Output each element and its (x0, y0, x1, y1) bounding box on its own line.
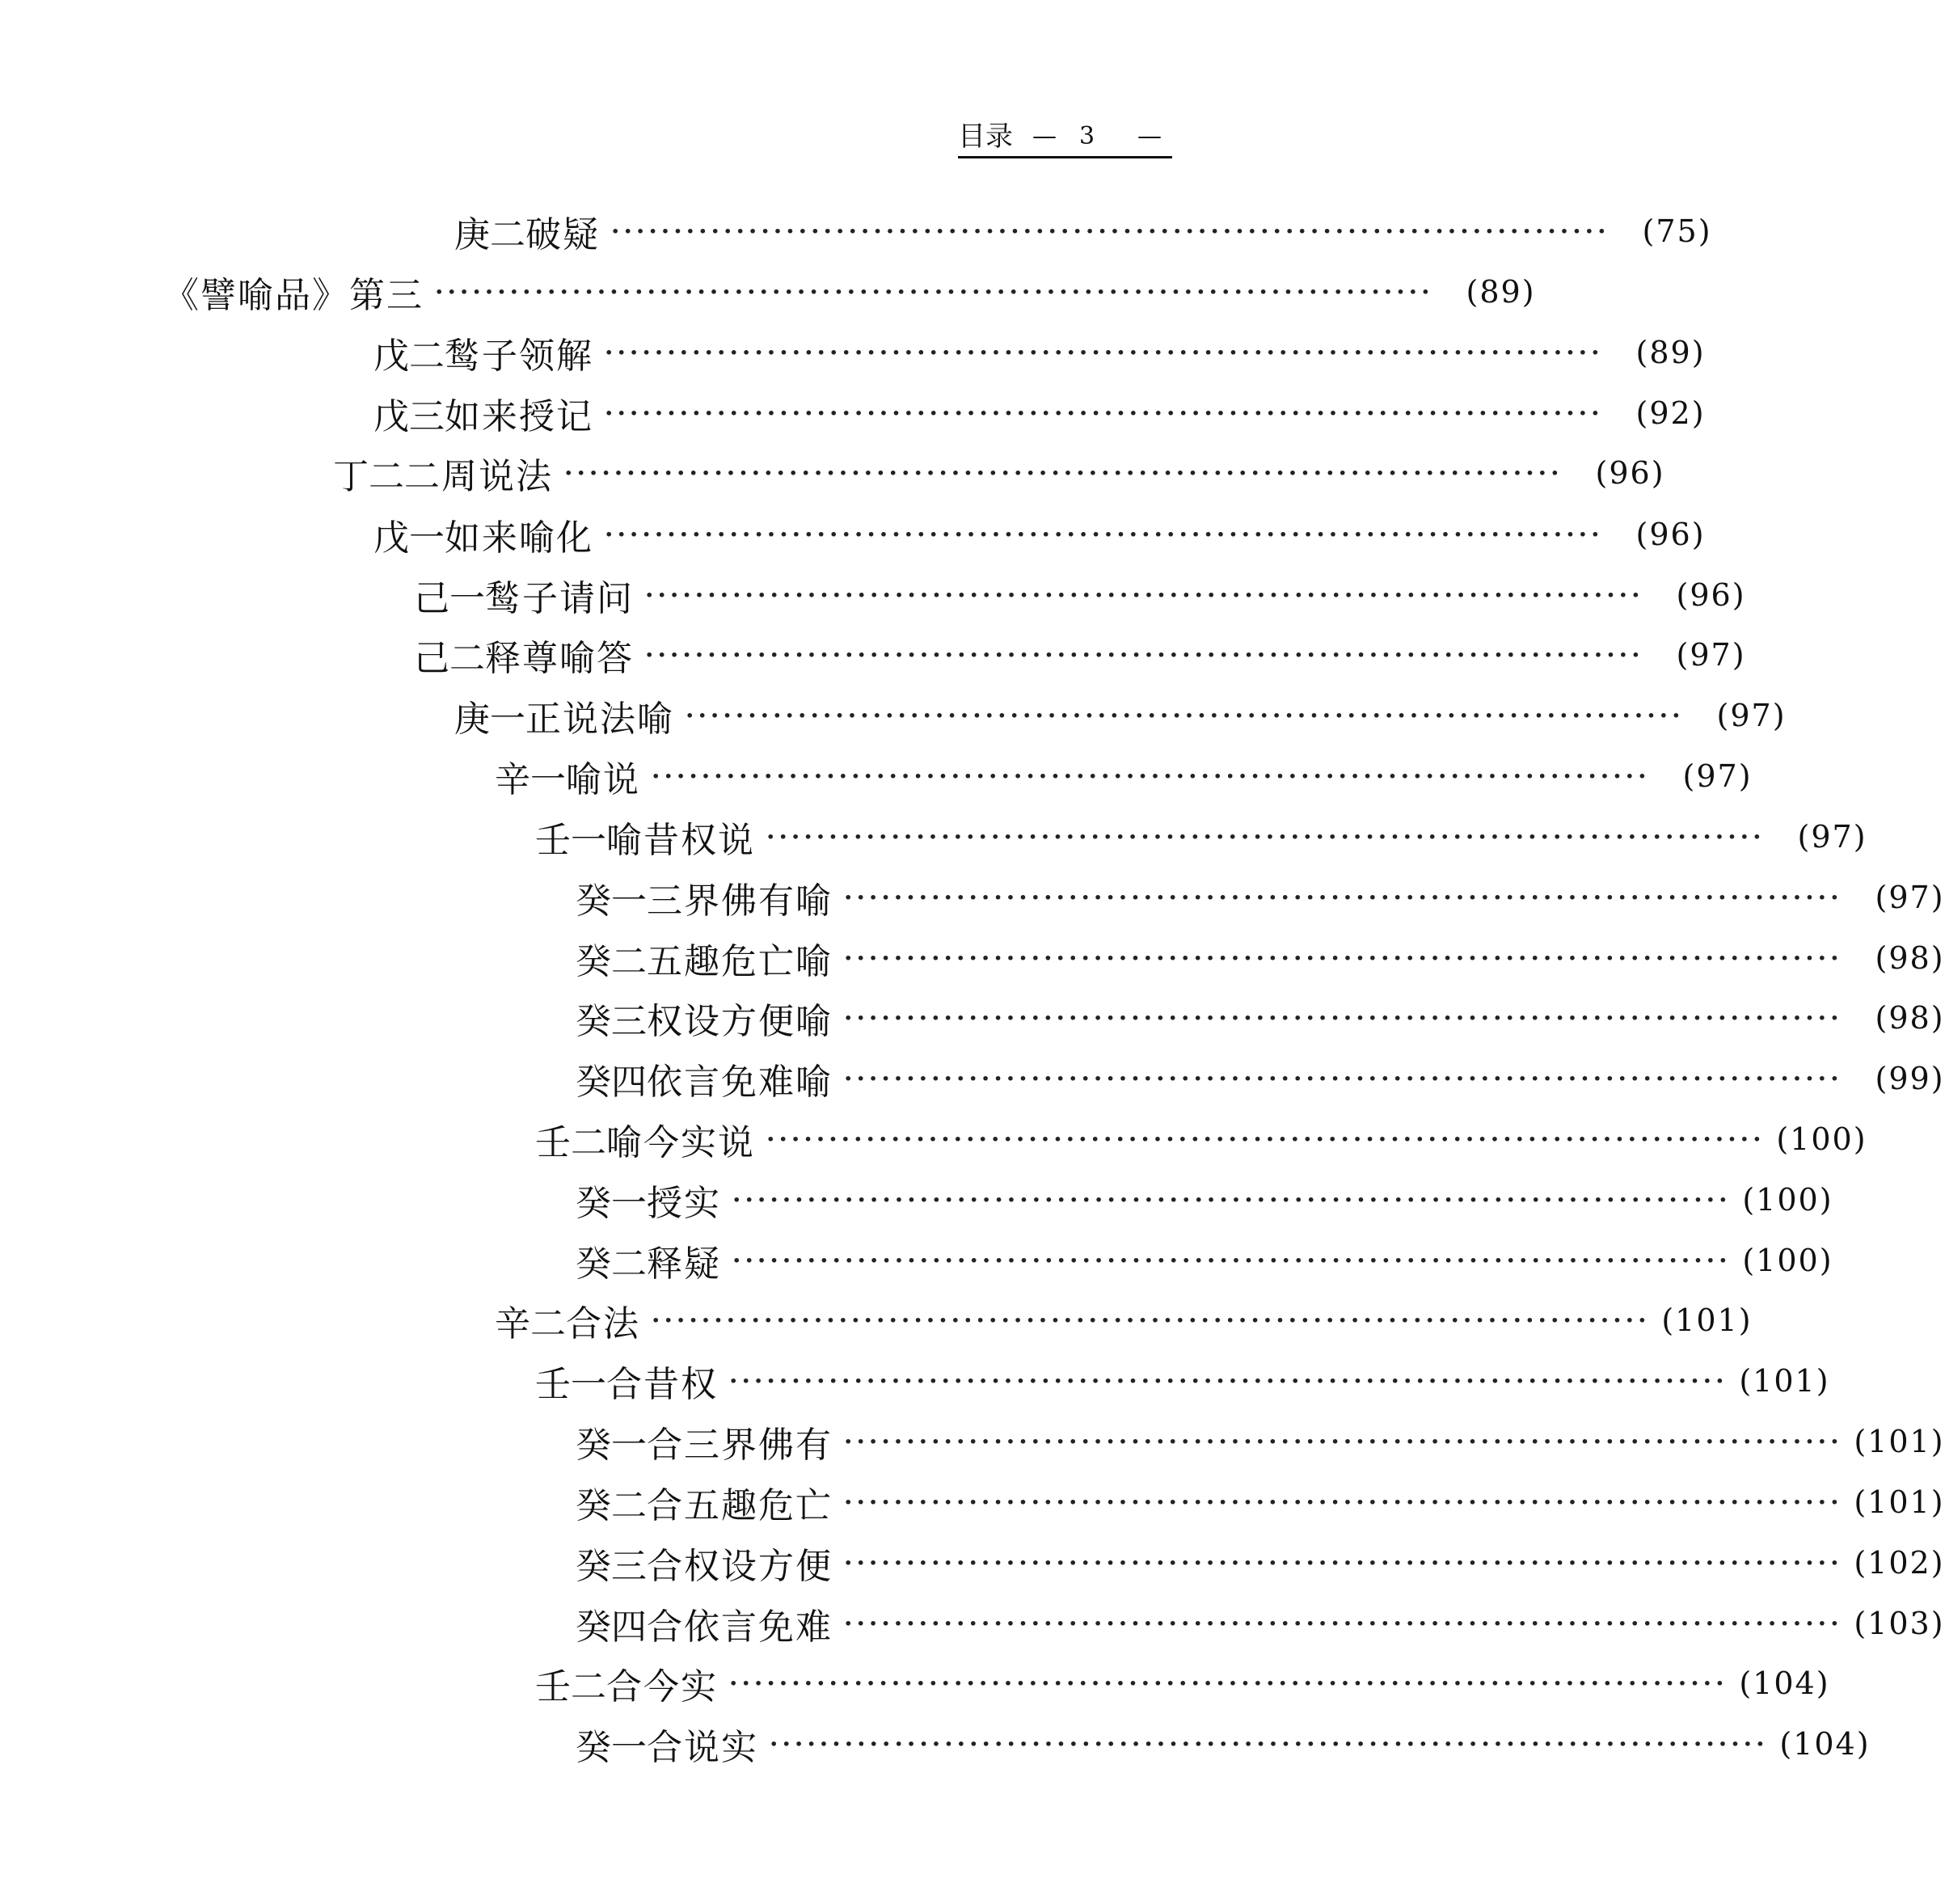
toc-entry[interactable] (576, 1417, 1945, 1466)
dot-leader: ················································································ (844, 1548, 1843, 1577)
toc-entry[interactable] (535, 1115, 1867, 1163)
toc-entry[interactable] (495, 1296, 1753, 1345)
toc-entry[interactable] (576, 1176, 1833, 1224)
entry-title: 如来喻化 (445, 517, 593, 559)
entry-page-number: (100) (1776, 1121, 1867, 1157)
entry-label: 癸三 (576, 1546, 647, 1587)
entry-page-number: (100) (1742, 1243, 1833, 1278)
entry-title: 释疑 (647, 1243, 721, 1285)
entry-title: 鹙子领解 (445, 336, 593, 377)
entry-label: 癸一 (576, 1727, 647, 1768)
entry-label: 癸一 (576, 1425, 647, 1466)
dot-leader: ················································································ (844, 1064, 1843, 1093)
dot-leader: ················································································ (844, 944, 1843, 973)
toc-entry[interactable] (414, 571, 1746, 619)
header-dash-left: — (1032, 122, 1057, 150)
entry-page-number: (102) (1854, 1545, 1945, 1581)
entry-page-number: (92) (1635, 395, 1706, 431)
dot-leader: ················································································ (564, 458, 1563, 488)
dot-leader: ················································································ (770, 1729, 1769, 1758)
dot-leader: ················································································ (652, 762, 1651, 791)
entry-page-number: (96) (1676, 577, 1746, 613)
toc-entry[interactable] (576, 994, 1945, 1042)
entry-title: 合法 (566, 1303, 640, 1345)
toc-entry[interactable] (576, 873, 1945, 922)
dot-leader: ················································································ (844, 1609, 1843, 1638)
entry-label: 庚一 (454, 699, 525, 740)
dot-leader: ················································································ (652, 1306, 1651, 1335)
entry-page-number: (97) (1676, 637, 1746, 673)
entry-page-number: (97) (1797, 819, 1867, 855)
entry-title: 合三界佛有 (647, 1425, 833, 1466)
entry-title: 《譬喻品》第三 (163, 275, 424, 316)
toc-entry[interactable] (373, 389, 1706, 437)
entry-label: 辛一 (495, 759, 566, 800)
entry-page-number: (97) (1682, 758, 1753, 794)
entry-title: 正说法喻 (525, 699, 674, 740)
entry-page-number: (96) (1595, 455, 1665, 491)
entry-title: 五趣危亡喻 (647, 941, 833, 982)
entry-title: 依言免难喻 (647, 1062, 833, 1103)
dot-leader: ················································································ (645, 580, 1644, 610)
dot-leader: ················································································ (766, 1125, 1766, 1154)
entry-page-number: (101) (1854, 1424, 1945, 1459)
entry-label: 癸一 (576, 880, 647, 922)
dot-leader: ················································································ (844, 1427, 1843, 1456)
entry-page-number: (98) (1875, 1000, 1945, 1036)
entry-page-number: (96) (1635, 517, 1706, 552)
toc-entry[interactable] (576, 934, 1945, 982)
toc-entry[interactable] (495, 752, 1753, 800)
entry-label: 癸一 (576, 1183, 647, 1224)
entry-page-number: (98) (1875, 940, 1945, 976)
dot-leader: ················································································ (844, 1488, 1843, 1517)
dot-leader: ················································································ (605, 520, 1604, 549)
dot-leader: ················································································ (732, 1185, 1732, 1214)
entry-label: 癸二 (576, 941, 647, 982)
entry-title: 三界佛有喻 (647, 880, 833, 922)
entry-page-number: (101) (1661, 1302, 1753, 1338)
toc-entry[interactable] (333, 449, 1665, 497)
entry-page-number: (99) (1875, 1061, 1945, 1096)
entry-label: 戊二 (373, 336, 445, 377)
entry-title: 鹙子请问 (485, 578, 634, 619)
entry-label: 庚二 (454, 214, 525, 255)
dot-leader: ················································································ (729, 1366, 1728, 1395)
entry-title: 合权设方便 (647, 1546, 833, 1587)
entry-label: 戊三 (373, 396, 445, 437)
entry-title: 合说实 (647, 1727, 758, 1768)
toc-entry[interactable] (414, 631, 1746, 679)
entry-page-number: (101) (1739, 1363, 1830, 1399)
toc-entry[interactable] (535, 813, 1867, 861)
toc-entry[interactable] (576, 1236, 1833, 1285)
toc-entry[interactable] (576, 1539, 1945, 1587)
entry-title: 合五趣危亡 (647, 1485, 833, 1526)
entry-page-number: (104) (1779, 1726, 1871, 1762)
header-page-number: 3 (1079, 122, 1095, 150)
dot-leader: ················································································ (605, 338, 1604, 367)
entry-label: 己二 (414, 638, 485, 679)
entry-page-number: (100) (1742, 1182, 1833, 1218)
entry-label: 癸三 (576, 1001, 647, 1042)
entry-label: 癸二 (576, 1485, 647, 1526)
toc-entry[interactable] (163, 268, 1536, 316)
entry-title: 喻今实说 (606, 1122, 755, 1163)
entry-label: 壬一 (535, 1364, 606, 1405)
entry-label: 癸二 (576, 1243, 647, 1285)
entry-label: 己一 (414, 578, 485, 619)
toc-entry[interactable] (576, 1599, 1945, 1648)
entry-label: 戊一 (373, 517, 445, 559)
toc-entry[interactable] (576, 1054, 1945, 1103)
entry-label: 壬一 (535, 820, 606, 861)
entry-title: 破疑 (525, 214, 600, 255)
entry-label: 壬二 (535, 1122, 606, 1163)
toc-entry[interactable] (576, 1720, 1871, 1768)
entry-title: 喻昔权说 (606, 820, 755, 861)
entry-page-number: (89) (1635, 335, 1706, 370)
entry-label: 壬二 (535, 1666, 606, 1708)
entry-title: 授实 (647, 1183, 721, 1224)
entry-page-number: (97) (1716, 698, 1787, 733)
dot-leader: ················································································ (729, 1669, 1728, 1698)
header-section-label: 目录 (958, 120, 1013, 153)
toc-entry[interactable] (454, 207, 1712, 255)
entry-title: 如来授记 (445, 396, 593, 437)
entry-title: 合依言免难 (647, 1606, 833, 1648)
dot-leader: ················································································ (645, 640, 1644, 669)
entry-label: 辛二 (495, 1303, 566, 1345)
entry-title: 权设方便喻 (647, 1001, 833, 1042)
entry-label: 癸四 (576, 1606, 647, 1648)
dot-leader: ················································································ (611, 217, 1610, 246)
toc-entry[interactable] (535, 1357, 1830, 1405)
header-dash-right: — (1137, 122, 1162, 150)
entry-page-number: (89) (1466, 274, 1536, 310)
entry-title: 合昔权 (606, 1364, 718, 1405)
toc-entry[interactable] (373, 510, 1706, 559)
entry-page-number: (101) (1854, 1484, 1945, 1520)
dot-leader: ················································································ (686, 701, 1685, 730)
entry-title: 二周说法 (404, 456, 553, 497)
toc-entry[interactable] (454, 691, 1787, 740)
entry-title: 喻说 (566, 759, 640, 800)
entry-label: 癸四 (576, 1062, 647, 1103)
entry-label: 丁二 (333, 456, 404, 497)
dot-leader: ················································································ (844, 1003, 1843, 1032)
dot-leader: ················································································ (435, 277, 1434, 306)
entry-page-number: (104) (1739, 1665, 1830, 1701)
toc-entry[interactable] (373, 328, 1706, 377)
dot-leader: ················································································ (844, 883, 1843, 912)
dot-leader: ················································································ (766, 822, 1766, 851)
dot-leader: ················································································ (605, 399, 1604, 428)
entry-title: 释尊喻答 (485, 638, 634, 679)
toc-entry[interactable] (535, 1659, 1830, 1708)
entry-title: 合今实 (606, 1666, 718, 1708)
entry-page-number: (103) (1854, 1606, 1945, 1641)
toc-entry[interactable] (576, 1478, 1945, 1526)
entry-page-number: (97) (1875, 880, 1945, 915)
entry-page-number: (75) (1642, 213, 1712, 249)
dot-leader: ················································································ (732, 1246, 1732, 1275)
